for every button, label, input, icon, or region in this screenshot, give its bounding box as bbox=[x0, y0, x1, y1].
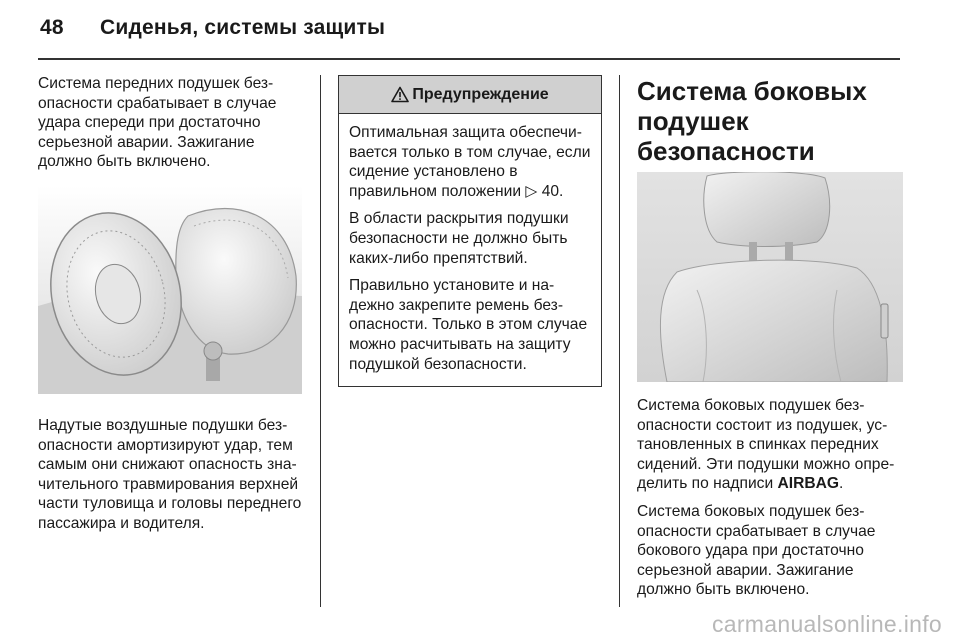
page-number: 48 bbox=[40, 16, 64, 39]
inflated-airbags-paragraph: Надутые воздушные подушки безопасности амортизируют удар, тем самым они снижают опасность значительного травмирования верхней части туловища и головы переднего пассажира и водителя. bbox=[38, 416, 302, 532]
warning-title: Предупреждение bbox=[412, 85, 549, 103]
watermark: carmanualsonline.info bbox=[711, 611, 942, 637]
page-ref-number[interactable]: 40. bbox=[541, 182, 564, 200]
side-airbag-paragraph-location bbox=[637, 396, 903, 494]
warning-paragraph-obstacles: В области раскрытия подушки безопасности не должно быть каких-либо препятствий. bbox=[349, 210, 569, 267]
warning-box bbox=[338, 75, 602, 387]
front-airbag-illustration bbox=[38, 186, 302, 394]
front-airbag-paragraph: Система передних подушек безопасности срабатывает в случае удара спереди при достаточно серьезной аварии. Зажигание должно быть включено. bbox=[38, 75, 277, 171]
column-right bbox=[637, 74, 903, 608]
page-header bbox=[40, 16, 385, 40]
warning-seat-text: Оптимальная защита обеспечивается только в том случае, если сидение установлено в правильном положении bbox=[349, 124, 591, 200]
page-title: Сиденья, системы защиты bbox=[100, 16, 386, 39]
column-left bbox=[38, 74, 304, 542]
warning-body bbox=[339, 114, 601, 386]
column-divider-left bbox=[320, 75, 321, 607]
side-airbag-location-text: Система боковых подушек безопасности состоит из подушек, установленных в спинках передних сидений. Эти подушки можно определить по надписи bbox=[637, 397, 895, 493]
seat-illustration bbox=[637, 172, 903, 382]
warning-triangle-icon bbox=[391, 86, 409, 103]
section-heading: Система боковых подушек безопасности bbox=[637, 76, 867, 166]
header-rule bbox=[38, 58, 900, 60]
warning-paragraph-belt: Правильно установите и надежно закрепите ремень безопасности. Только в этом случае можно расчитывать на защиту подушкой безопасности. bbox=[349, 277, 588, 373]
warning-header bbox=[339, 76, 601, 114]
side-airbag-paragraph-trigger: Система боковых подушек безопасности срабатывает в случае бокового удара при достаточно серьезной аварии. Зажигание должно быть включено. bbox=[637, 502, 876, 599]
warning-paragraph-seat bbox=[349, 123, 591, 201]
column-divider-right bbox=[619, 75, 620, 607]
airbag-label: AIRBAG bbox=[777, 475, 840, 493]
page-ref-icon[interactable]: ▷ bbox=[525, 182, 538, 200]
sentence-end: . bbox=[839, 475, 844, 493]
